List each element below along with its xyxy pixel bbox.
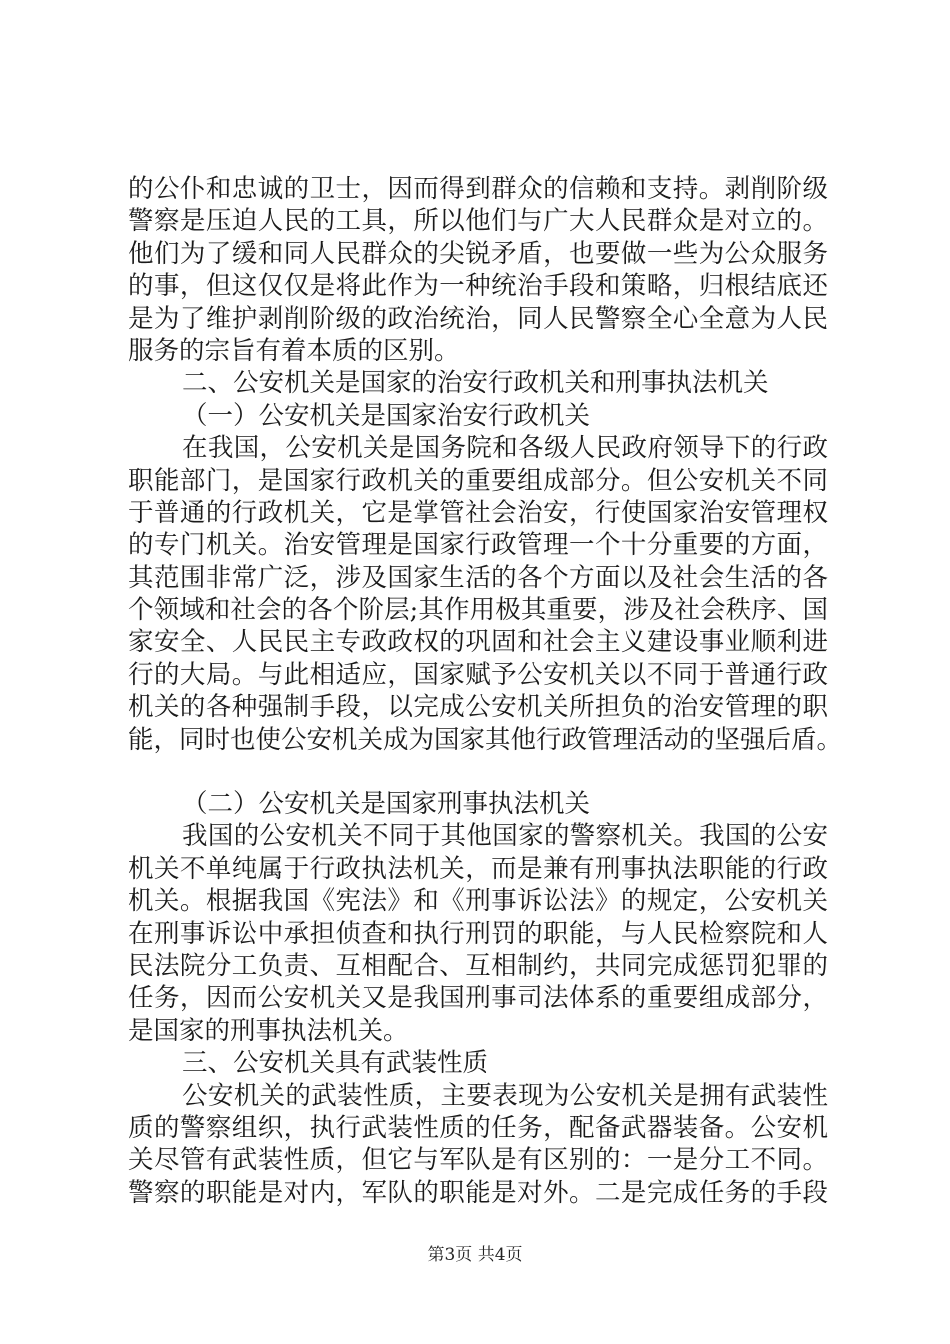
- text-line: 公安机关的武装性质，主要表现为公安机关是拥有武装性: [182, 1080, 828, 1111]
- text-line: 于普通的行政机关，它是掌管社会治安，行使国家治安管理权: [128, 497, 828, 528]
- text-line: 质的警察组织，执行武装性质的任务，配备武器装备。公安机: [128, 1112, 828, 1143]
- text-line: 的事，但这仅仅是将此作为一种统治手段和策略，归根结底还: [128, 271, 828, 302]
- text-line: 其范围非常广泛，涉及国家生活的各个方面以及社会生活的各: [128, 562, 828, 593]
- page-indicator: 第3页 共4页: [427, 1245, 523, 1265]
- subsection-heading: （一）公安机关是国家治安行政机关: [182, 400, 591, 431]
- page-footer: [0, 1244, 950, 1266]
- text-line: 他们为了缓和同人民群众的尖锐矛盾，也要做一些为公众服务: [128, 238, 828, 269]
- text-line: 在我国，公安机关是国务院和各级人民政府领导下的行政: [182, 433, 828, 464]
- document-body: [128, 173, 843, 1209]
- text-line: 行的大局。与此相适应，国家赋予公安机关以不同于普通行政: [128, 659, 828, 690]
- subsection-heading: （二）公安机关是国家刑事执法机关: [182, 789, 591, 820]
- text-line: 机关。根据我国《宪法》和《刑事诉讼法》的规定，公安机关: [128, 886, 828, 917]
- text-line: 服务的宗旨有着本质的区别。: [128, 335, 460, 366]
- text-line: 机关不单纯属于行政执法机关，而是兼有刑事执法职能的行政: [128, 853, 828, 884]
- text-line: 警察的职能是对内，军队的职能是对外。二是完成任务的手段: [128, 1177, 828, 1208]
- text-line: 是国家的刑事执法机关。: [128, 1015, 409, 1046]
- text-line: 能，同时也使公安机关成为国家其他行政管理活动的坚强后盾。: [128, 724, 843, 755]
- text-line: 的公仆和忠诚的卫士，因而得到群众的信赖和支持。剥削阶级: [128, 174, 828, 204]
- text-line: 关尽管有武装性质，但它与军队是有区别的：一是分工不同。: [128, 1145, 828, 1176]
- text-line: 民法院分工负责、互相配合、互相制约，共同完成惩罚犯罪的: [128, 950, 828, 981]
- text-line: 警察是压迫人民的工具，所以他们与广大人民群众是对立的。: [128, 206, 828, 237]
- text-line: 在刑事诉讼中承担侦查和执行刑罚的职能，与人民检察院和人: [128, 918, 828, 949]
- paragraph-gap: [128, 756, 828, 788]
- text-line: 机关的各种强制手段，以完成公安机关所担负的治安管理的职: [128, 692, 828, 723]
- text-line: 职能部门，是国家行政机关的重要组成部分。但公安机关不同: [128, 465, 828, 496]
- text-line: 是为了维护剥削阶级的政治统治，同人民警察全心全意为人民: [128, 303, 828, 334]
- text-line: 我国的公安机关不同于其他国家的警察机关。我国的公安: [182, 821, 828, 852]
- text-line: 任务，因而公安机关又是我国刑事司法体系的重要组成部分，: [128, 983, 828, 1014]
- section-heading: 二、公安机关是国家的治安行政机关和刑事执法机关: [182, 368, 769, 399]
- section-heading: 三、公安机关具有武装性质: [182, 1048, 489, 1079]
- text-line: 个领域和社会的各个阶层;其作用极其重要，涉及社会秩序、国: [128, 595, 828, 626]
- text-line: 家安全、人民民主专政政权的巩固和社会主义建设事业顺利进: [128, 627, 828, 658]
- text-line: 的专门机关。治安管理是国家行政管理一个十分重要的方面，: [128, 530, 828, 561]
